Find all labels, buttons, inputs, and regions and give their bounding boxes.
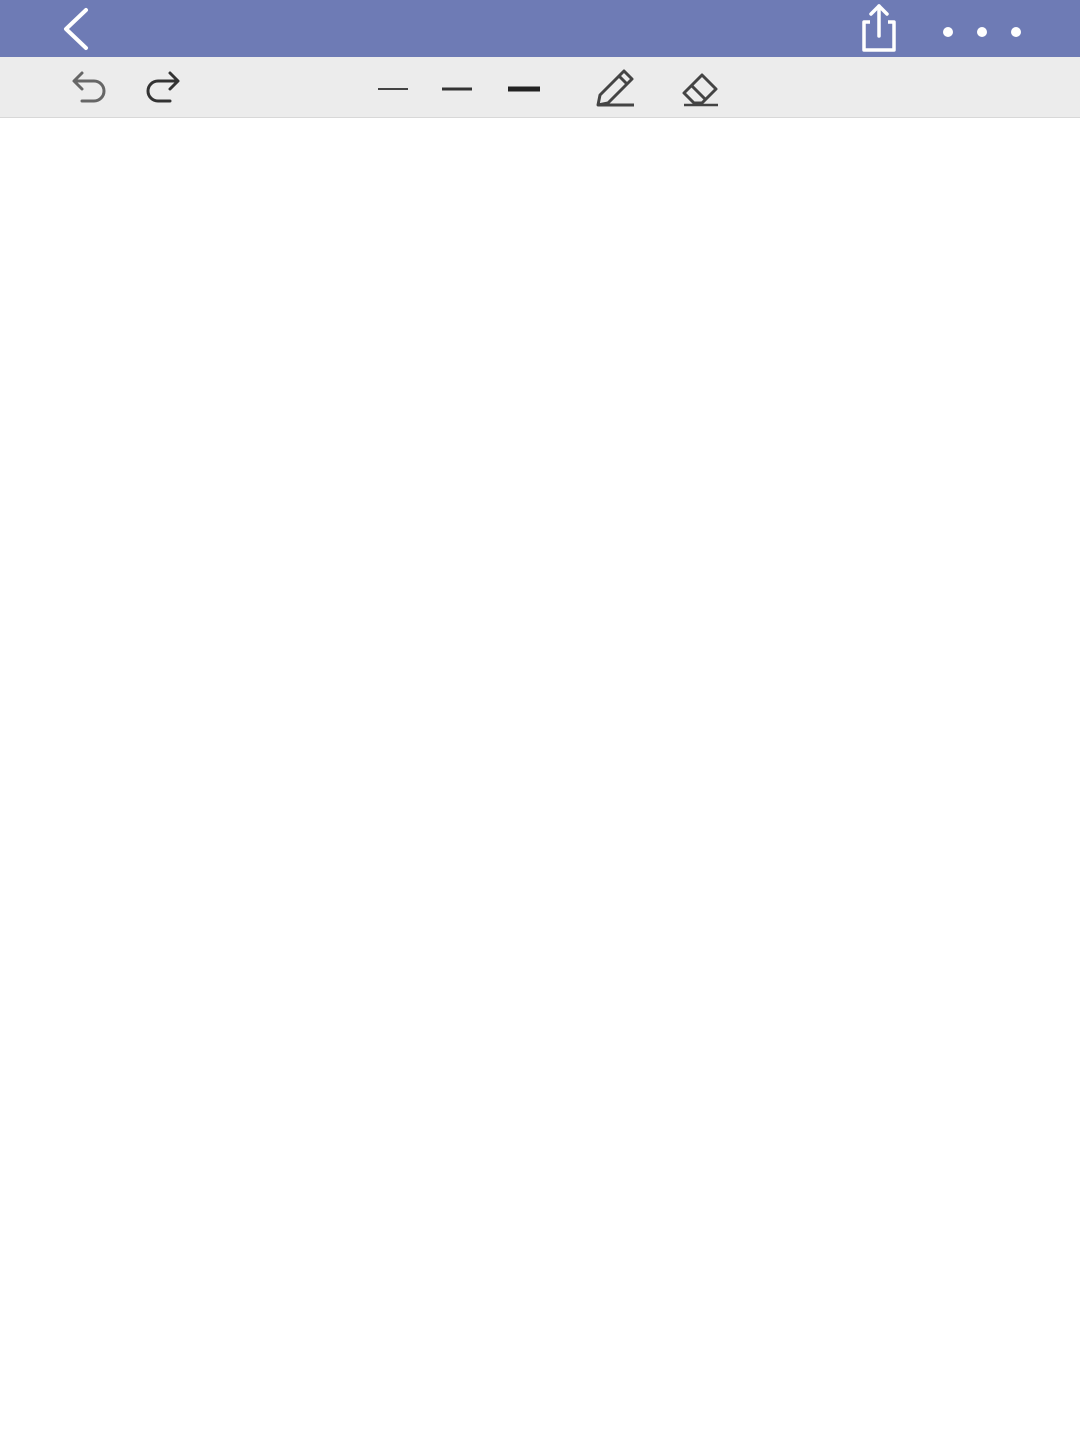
color-swatch-light-blue[interactable] <box>926 71 960 105</box>
medium-line-button[interactable] <box>440 65 474 109</box>
share-icon <box>852 2 906 54</box>
redo-button[interactable] <box>142 65 186 109</box>
pen-icon <box>588 65 638 109</box>
color-swatch-pink[interactable] <box>773 71 807 105</box>
more-dots-icon <box>936 10 1032 50</box>
thin-line-button[interactable] <box>376 65 410 109</box>
thick-line-button[interactable] <box>506 65 542 109</box>
eraser-icon <box>678 65 724 109</box>
eraser-button[interactable] <box>678 65 724 109</box>
share-button[interactable] <box>852 2 906 54</box>
color-swatch-black[interactable] <box>1003 71 1037 105</box>
color-swatch-yellow[interactable] <box>850 71 884 105</box>
annotation-toolbar <box>0 57 1080 118</box>
document-page <box>0 118 1080 1440</box>
top-nav-bar <box>0 0 1080 57</box>
thin-line-icon <box>376 65 410 109</box>
undo-icon <box>66 65 110 109</box>
thick-line-icon <box>506 65 542 109</box>
redo-icon <box>142 65 186 109</box>
back-button[interactable] <box>52 6 102 52</box>
medium-line-icon <box>440 65 474 109</box>
back-arrow-icon <box>52 6 102 52</box>
more-options-button[interactable] <box>936 10 1032 50</box>
undo-button[interactable] <box>66 65 110 109</box>
pen-button[interactable] <box>588 65 638 109</box>
